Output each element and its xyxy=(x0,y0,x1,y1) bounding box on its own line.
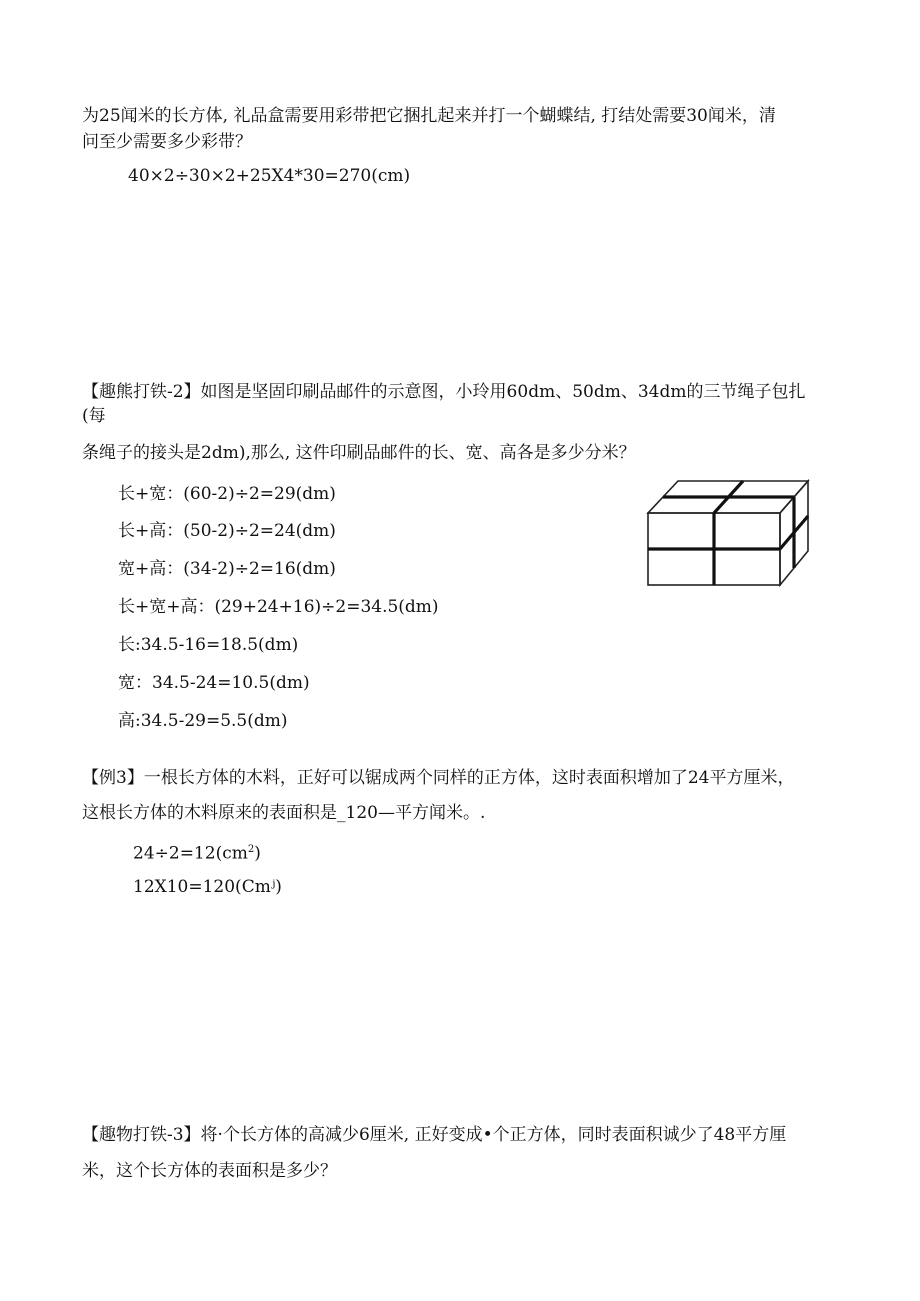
problem2-step-sum-all: 长+宽+高：(29+24+16)÷2=34.5(dm) xyxy=(118,597,439,617)
problem2-text-line1: 【趣熊打铁-2】如图是坚固印刷品邮件的示意图，小玲用60dm、50dm、34dm的三节绳子包扎 xyxy=(82,382,806,402)
problem2-text-line1b: (每 xyxy=(82,406,106,426)
problem2-step-height: 高:34.5-29=5.5(dm) xyxy=(118,711,288,731)
tied-package-figure xyxy=(640,475,812,587)
example3-step1-sup: 2 xyxy=(247,844,255,855)
problem2-step-width: 宽：34.5-24=10.5(dm) xyxy=(118,673,310,693)
problem2-text-line2: 条绳子的接头是2dm),那么, 这件印刷品邮件的长、宽、高各是多少分米？ xyxy=(82,443,636,463)
problem2-step-length: 长:34.5-16=18.5(dm) xyxy=(118,635,299,655)
example3-text-line1: 【例3】一根长方体的木料，正好可以锯成两个同样的正方体，这时表面积增加了24平方厘米， xyxy=(82,768,795,788)
problem2-step-sum-width-height: 宽+高：(34-2)÷2=16(dm) xyxy=(118,559,336,579)
example3-step2: 12X10=120(Cmʲ) xyxy=(133,877,282,897)
problem1-text-line2: 问至少需要多少彩带？ xyxy=(82,132,252,152)
problem3-text-line2: 米，这个长方体的表面积是多少？ xyxy=(82,1161,337,1181)
problem2-step-sum-length-width: 长+宽：(60-2)÷2=29(dm) xyxy=(118,484,336,504)
example3-step1-text: 24÷2=12(cm xyxy=(133,843,248,864)
problem3-text-line1: 【趣物打铁-3】将·个长方体的高减少6厘米, 正好变成•个正方体，同时表面积诚少了48平方厘 xyxy=(82,1125,787,1145)
example3-step1-close: ) xyxy=(254,843,261,864)
problem1-solution: 40×2÷30×2+25X4*30=270(cm) xyxy=(128,166,411,186)
example3-step1 xyxy=(133,839,261,865)
example3-text-line2: 这根长方体的木料原来的表面积是_120—平方闻米。. xyxy=(82,803,486,823)
problem2-step-sum-length-height: 长+高：(50-2)÷2=24(dm) xyxy=(118,521,336,541)
problem1-text-line1: 为25闻米的长方体, 礼品盒需要用彩带把它捆扎起来并打一个蝴蝶结, 打结处需要30闻米，清 xyxy=(82,106,776,126)
